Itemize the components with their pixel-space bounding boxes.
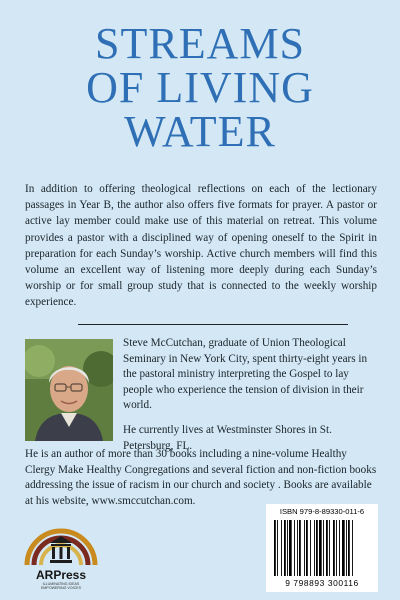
- barcode-panel: [266, 504, 378, 592]
- barcode-bar: [294, 520, 295, 576]
- barcode-bar: [304, 520, 305, 576]
- publisher-tagline: [23, 582, 99, 590]
- barcode-bar: [346, 520, 347, 576]
- barcode-bar: [339, 520, 340, 576]
- barcode-bar: [348, 520, 350, 576]
- barcode-bar: [310, 520, 311, 576]
- author-bio: [123, 336, 377, 463]
- barcode-bar: [277, 520, 278, 576]
- barcode-bar: [323, 520, 324, 576]
- barcode-bar: [329, 520, 330, 576]
- barcode-bar: [352, 520, 353, 576]
- barcode-bar: [297, 520, 298, 576]
- barcode-bar: [299, 520, 301, 576]
- barcode-number: 9 798893 300116: [285, 578, 359, 588]
- barcode-bar: [289, 520, 292, 576]
- barcode-bar: [336, 520, 337, 576]
- author-books-text: He is an author of more than 30 books including a nine-volume Healthy Clergy Make Healthy Congregations and several fiction and non-fiction books addressing the issue of racism in our church and society . Books are available at his website, www.smccutchan.com.: [25, 448, 377, 507]
- barcode-bars: [272, 520, 372, 578]
- author-photo: [25, 339, 113, 441]
- divider-rule: [78, 324, 348, 325]
- isbn-text: ISBN 979-8-89330-011-6: [279, 507, 365, 516]
- barcode-bar: [342, 520, 345, 576]
- barcode-bar: [326, 520, 328, 576]
- barcode-bar: [281, 520, 282, 576]
- barcode-bar: [274, 520, 276, 576]
- barcode-bar: [316, 520, 318, 576]
- barcode-bar: [287, 520, 288, 576]
- publisher-name: ARPress: [35, 568, 87, 582]
- barcode-bar: [319, 520, 322, 576]
- barcode-bar: [333, 520, 335, 576]
- publisher-logo: [23, 513, 99, 591]
- author-residence-text: He currently lives at Westminster Shores in St. Petersburg, FL.: [123, 423, 332, 452]
- barcode-bar: [314, 520, 315, 576]
- book-description: In addition to offering theological reflections on each of the lectionary passages in Year B, the author also offers five formats for prayer. A pastor or active lay member could make use of this material on retreat. This volume provides a pastor with a disciplined way of opening oneself to the Spirit in preparation for each Sunday’s worship. Active church members will find this volume an excellent way of listening more deeply during each Sunday’s worship or for small group study that is connected to the weekly worship experience.: [25, 183, 377, 309]
- title-line-2: OF LIVING: [86, 63, 314, 112]
- barcode-bar: [306, 520, 308, 576]
- author-bio-text: Steve McCutchan, graduate of Union Theological Seminary in New York City, spent thirty-eight years in the pastoral ministry interpreting the Gospel to lay people who experience the tension of division in their world.: [123, 337, 368, 412]
- title-line-3: WATER: [124, 107, 276, 156]
- barcode-bar: [284, 520, 286, 576]
- title-line-1: STREAMS: [95, 19, 305, 68]
- publisher-tagline-1: ILLUMINATING IDEAS: [42, 582, 80, 586]
- publisher-emblem-icon: [23, 513, 99, 569]
- book-title: [0, 19, 400, 156]
- publisher-tagline-2: EMPOWERING VOICES: [41, 586, 81, 591]
